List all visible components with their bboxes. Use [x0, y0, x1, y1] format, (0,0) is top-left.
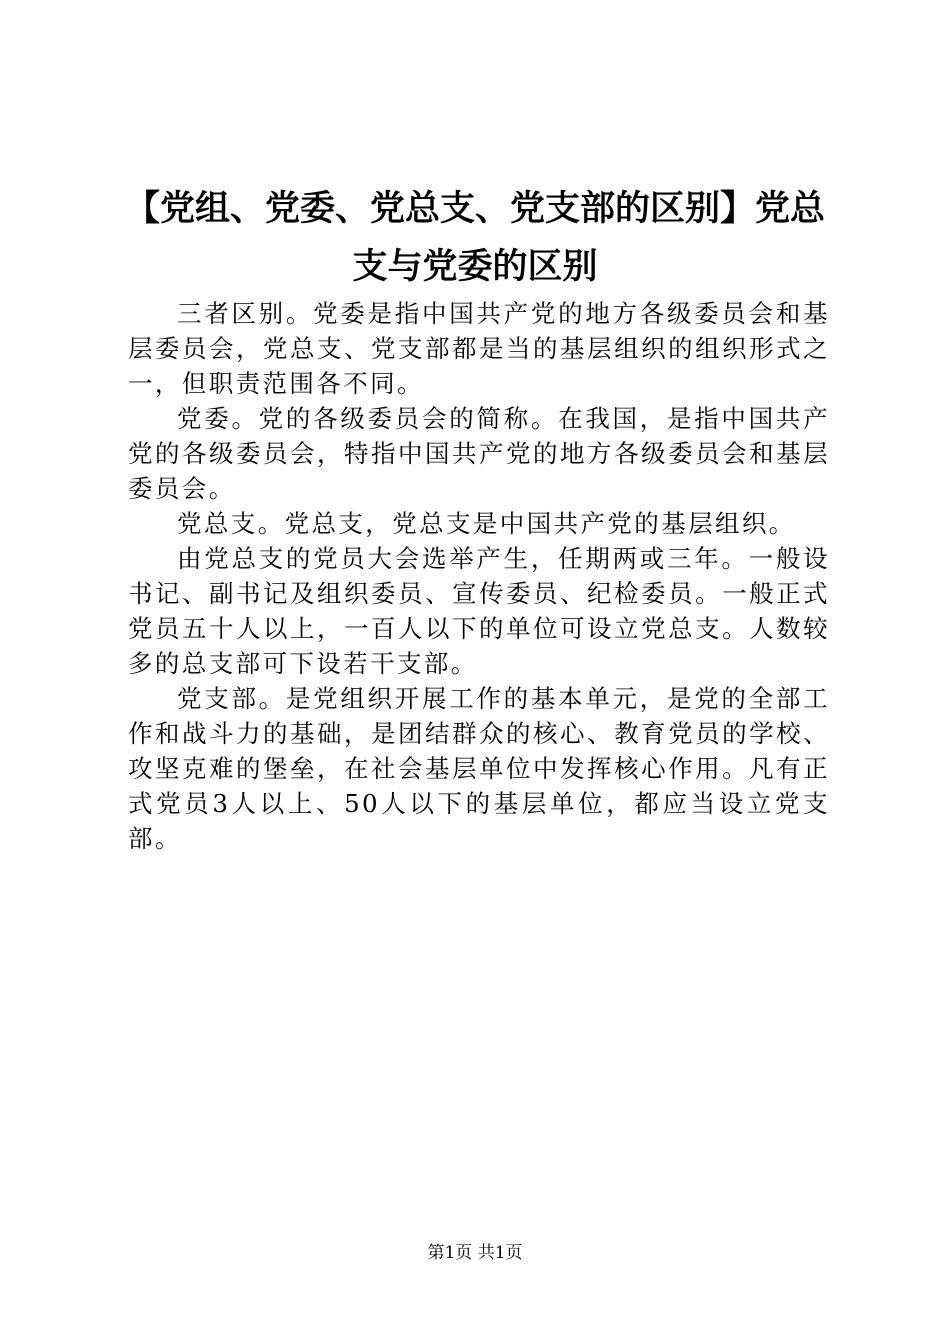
document-body: [128, 296, 830, 856]
paragraph-5: 党支部。是党组织开展工作的基本单元，是党的全部工作和战斗力的基础，是团结群众的核心、教育党员的学校、攻坚克难的堡垒，在社会基层单位中发挥核心作用。凡有正式党员3人以上、50人以下的基层单位，都应当设立党支部。: [128, 684, 830, 853]
paragraph-3: 党总支。党总支，党总支是中国共产党的基层组织。: [177, 509, 796, 538]
paragraph-1: 三者区别。党委是指中国共产党的地方各级委员会和基层委员会，党总支、党支部都是当的基层组织的组织形式之一，但职责范围各不同。: [128, 299, 830, 398]
page-footer: 第1页 共1页: [427, 1243, 523, 1263]
paragraph-4: 由党总支的党员大会选举产生，任期两或三年。一般设书记、副书记及组织委员、宣传委员、纪检委员。一般正式党员五十人以上，一百人以下的单位可设立党总支。人数较多的总支部可下设若干支部。: [128, 544, 830, 678]
paragraph-2: 党委。党的各级委员会的简称。在我国，是指中国共产党的各级委员会，特指中国共产党的地方各级委员会和基层委员会。: [128, 404, 830, 503]
document-title: 【党组、党委、党总支、党支部的区别】党总支与党委的区别: [124, 188, 825, 287]
